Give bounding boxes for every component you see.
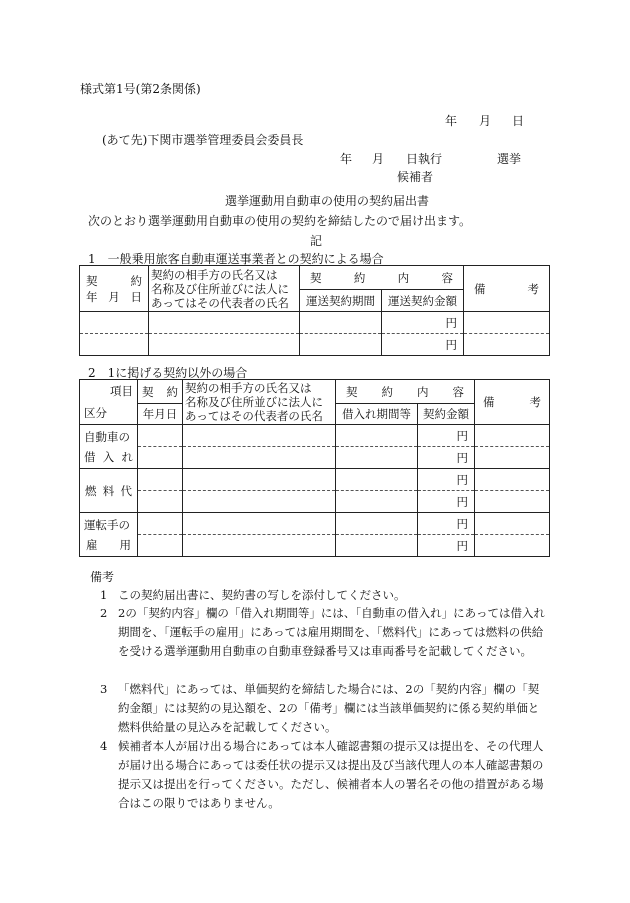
header-amount: 契約金額 xyxy=(418,404,475,425)
cell-remarks[interactable] xyxy=(475,447,550,469)
cell-party[interactable] xyxy=(183,513,336,535)
election-day: 日執行 xyxy=(406,152,443,166)
cell-period[interactable] xyxy=(336,447,418,469)
cell-party[interactable] xyxy=(183,469,336,491)
note-item: 3 「燃料代」にあっては、単価契約を締結した場合には、2の「契約内容」欄の「契約金額」には契約の見込額を、2の「備考」欄には当該単価契約に係る契約単価と燃料供給量の見込みを記載してください。 xyxy=(100,682,540,734)
cell-period[interactable] xyxy=(300,334,382,356)
section2-heading: 2 1に掲げる契約以外の場合 xyxy=(88,366,248,380)
cell-amount[interactable]: 円 xyxy=(418,469,475,491)
cell-party[interactable] xyxy=(183,425,336,447)
cell-party[interactable] xyxy=(183,447,336,469)
cell-amount[interactable]: 円 xyxy=(382,312,464,334)
intro-text: 次のとおり選挙運動用自動車の使用の契約を締結したので届け出ます。 xyxy=(88,214,472,228)
cell-party[interactable] xyxy=(149,334,300,356)
row-label-car-rental: 自動車の 借 入 れ xyxy=(80,425,138,469)
cell-period[interactable] xyxy=(336,469,418,491)
row-label-driver: 運転手の 雇 用 xyxy=(80,513,138,557)
header-contract: 契 約 xyxy=(138,380,183,404)
date-year: 年 xyxy=(445,114,458,128)
table-section2 xyxy=(79,379,550,557)
date-day: 日 xyxy=(512,114,525,128)
note-item: 2 2の「契約内容」欄の「借入れ期間等」には、「自動車の借入れ」にあっては借入れ期間を、「運転手の雇用」にあっては雇用期間を、「燃料代」にあっては燃料の供給を受ける選挙運動用自動車の自動車登録番号又は車両番号を記載してください。 xyxy=(100,606,545,658)
election-year: 年 xyxy=(340,152,353,166)
cell-period[interactable] xyxy=(336,491,418,513)
cell-remarks[interactable] xyxy=(475,425,550,447)
cell-amount[interactable]: 円 xyxy=(418,535,475,557)
row-label-fuel: 燃 料 代 xyxy=(80,469,138,513)
header-remarks: 備 考 xyxy=(464,266,550,312)
cell-period[interactable] xyxy=(336,513,418,535)
notes-heading: 備考 xyxy=(90,570,115,584)
note-item: 4 候補者本人が届け出る場合にあっては本人確認書類の提示又は提出を、その代理人が届け出る場合にあっては委任状の提示又は提出及び当該代理人の本人確認書類の提示又は提出を行ってください。ただし、候補者本人の署名その他の措置がある場合はこの限りではありません。 xyxy=(100,739,544,810)
cell-period[interactable] xyxy=(336,535,418,557)
cell-remarks[interactable] xyxy=(475,491,550,513)
cell-remarks[interactable] xyxy=(464,312,550,334)
header-amount: 運送契約金額 xyxy=(382,290,464,312)
cell-remarks[interactable] xyxy=(475,469,550,491)
cell-amount[interactable]: 円 xyxy=(418,513,475,535)
header-remarks: 備 考 xyxy=(475,380,550,425)
cell-date[interactable] xyxy=(138,513,183,535)
cell-party[interactable] xyxy=(183,535,336,557)
cell-date[interactable] xyxy=(138,447,183,469)
cell-date[interactable] xyxy=(138,535,183,557)
cell-amount[interactable]: 円 xyxy=(418,491,475,513)
header-party: 契約の相手方の氏名又は 名称及び住所並びに法人に あってはその代表者の氏名 xyxy=(149,266,300,312)
cell-period[interactable] xyxy=(336,425,418,447)
document-title: 選挙運動用自動車の使用の契約届出書 xyxy=(225,194,430,208)
cell-amount[interactable]: 円 xyxy=(418,425,475,447)
cell-remarks[interactable] xyxy=(475,535,550,557)
cell-date[interactable] xyxy=(80,312,149,334)
section1-heading: 1 一般乗用旅客自動車運送事業者との契約による場合 xyxy=(88,252,384,266)
cell-date[interactable] xyxy=(138,491,183,513)
header-content: 契 約 内 容 xyxy=(300,266,464,290)
cell-amount[interactable]: 円 xyxy=(382,334,464,356)
cell-remarks[interactable] xyxy=(475,513,550,535)
header-content: 契 約 内 容 xyxy=(336,380,475,404)
cell-remarks[interactable] xyxy=(464,334,550,356)
ki-label: 記 xyxy=(310,234,323,248)
header-date: 年月日 xyxy=(138,404,183,425)
cell-amount[interactable]: 円 xyxy=(418,447,475,469)
header-party: 契約の相手方の氏名又は 名称及び住所並びに法人に あってはその代表者の氏名 xyxy=(183,380,336,425)
date-month: 月 xyxy=(479,114,492,128)
cell-party[interactable] xyxy=(149,312,300,334)
cell-date[interactable] xyxy=(80,334,149,356)
election-month: 月 xyxy=(372,152,385,166)
addressee: (あて先)下関市選挙管理委員会委員長 xyxy=(102,133,304,147)
header-contract-date: 契 約 年 月 日 xyxy=(80,266,149,312)
header-item-division: 項目 区分 xyxy=(80,380,138,425)
cell-date[interactable] xyxy=(138,469,183,491)
cell-period[interactable] xyxy=(300,312,382,334)
cell-date[interactable] xyxy=(138,425,183,447)
candidate-label: 候補者 xyxy=(397,170,434,184)
cell-party[interactable] xyxy=(183,491,336,513)
header-period: 借入れ期間等 xyxy=(336,404,418,425)
header-period: 運送契約期間 xyxy=(300,290,382,312)
form-number: 様式第1号(第2条関係) xyxy=(80,82,201,96)
table-section1 xyxy=(79,265,550,356)
election-label: 選挙 xyxy=(497,152,522,166)
note-item: 1 この契約届出書に、契約書の写しを添付してください。 xyxy=(100,588,406,602)
